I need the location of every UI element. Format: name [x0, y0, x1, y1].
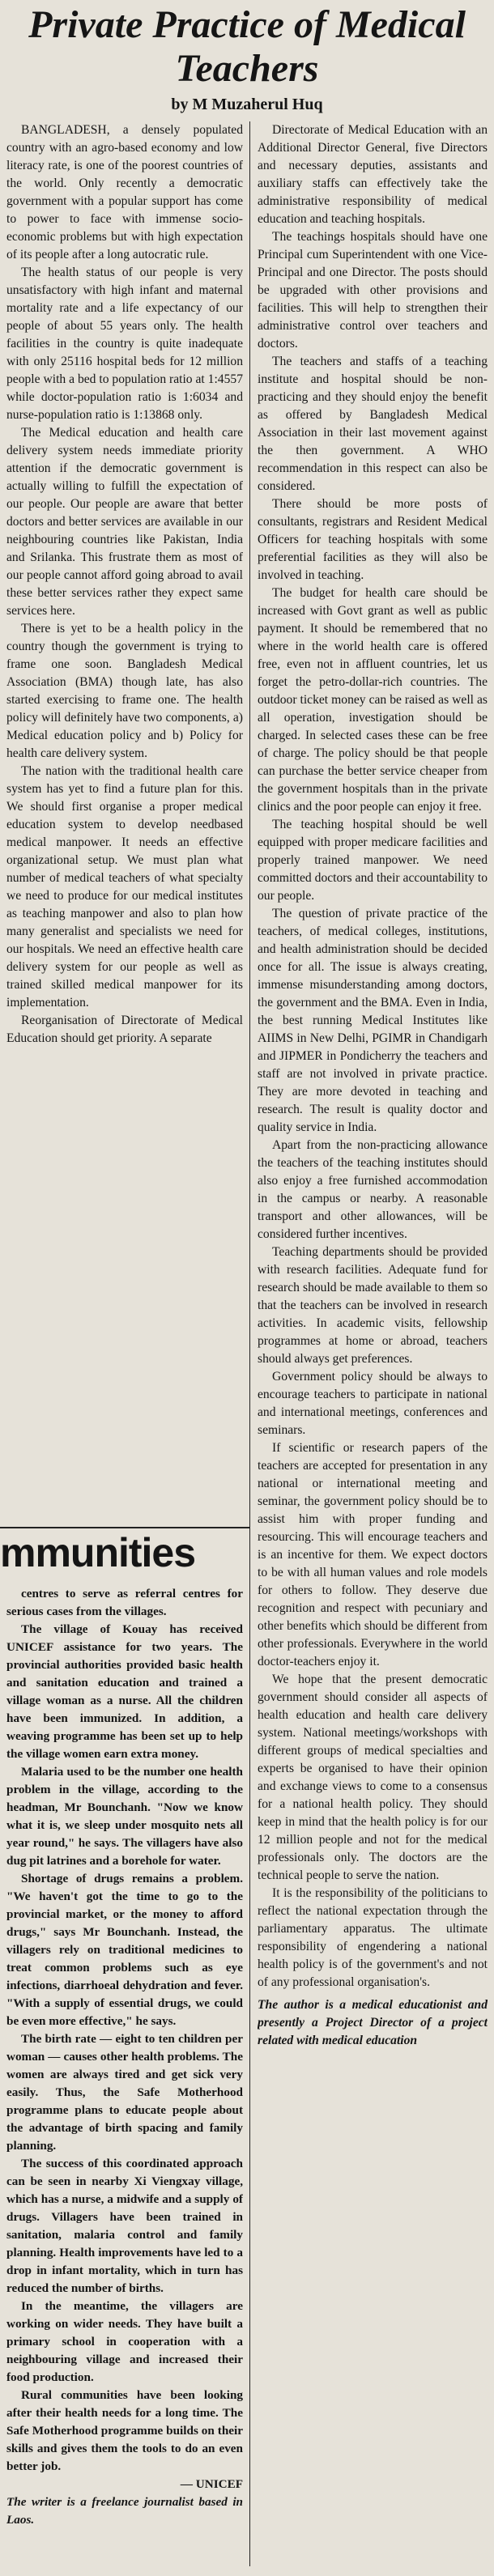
- article-paragraph: BANGLADESH, a densely populated country with an agro-based economy and low literacy rate, is one of the poorest countries of the world. Only recently a democratic government with a popular support has come to power to face with immense socio-economic problems but with high expectation of its people after a long autocratic rule.: [6, 123, 243, 261]
- article-title: Private Practice of Medical Teachers: [28, 3, 466, 90]
- article-paragraph: The teachings hospitals should have one Principal cum Superintendent with one Vice-Principal and one Director. The posts should be upgraded with other provisions and facilities. This will help to strengthen their administrative control over teachers and doctors.: [258, 230, 488, 351]
- article-paragraph: Government policy should be always to encourage teachers to participate in national and international meetings, conferences and seminars.: [258, 1370, 488, 1437]
- article-paragraph: The Medical education and health care delivery system needs immediate priority attention if the democratic government is actually willing to fulfill the expectation of our people. Our people are aware that better doctors and better services are available in our neighbouring countries like Pakistan, India and Srilanka. This frustrate them as most of our people cannot afford going abroad to avail these better services rather they expect same services here.: [6, 426, 243, 618]
- article-paragraph: There should be more posts of consultants, registrars and Resident Medical Officers for teaching hospitals with some preferential facilities as they will also be involved in teaching.: [258, 497, 488, 582]
- article-paragraph: The nation with the traditional health care system has yet to find a future plan for this. We should first organise a proper medical education system to develop needbased medical manpower. It needs an effective organizational setup. We must plan what number of medical teachers of what specialty we need to produce for our medical institutes as teaching manpower and also to plan how many generalist and specialists we need for our hospitals. We need an effective health care delivery system for our people as well as trained skilled medical manpower for its implementation.: [6, 764, 243, 1010]
- article-byline: by M Muzaherul Huq: [171, 96, 323, 113]
- sidebar-writer-note: The writer is a freelance journalist based in Laos.: [6, 2495, 243, 2527]
- article-paragraph: Apart from the non-practicing allowance the teachers of the teaching institutes should also enjoy a free furnished accommodation in the campus or nearby. A reasonable transport and other allowances, will be considered further incentives.: [258, 1138, 488, 1241]
- sidebar-signature: — UNICEF: [180, 2477, 243, 2491]
- article-paragraph: If scientific or research papers of the teachers are accepted for presentation in any national or international meeting and seminar, the government policy should be to assist him with proper funding and resourcing. This will encourage teachers and is an incentive for them. We expect doctors to be with all human values and role models for others to follow. They deserve due recognition and respect with pecuniary and other benefits which should be different from other professionals. Everywhere in the world doctor-teachers enjoy it.: [258, 1441, 488, 1668]
- sidebar-paragraph: Rural communities have been looking after their health needs for a long time. The Safe Motherhood programme builds on their skills and gives them the tools to do an even better job.: [6, 2388, 243, 2473]
- sidebar-paragraph: In the meantime, the villagers are working on wider needs. They have built a primary school in cooperation with a neighbouring village and increased their food production.: [6, 2299, 243, 2384]
- author-note: The author is a medical educationist and presently a Project Director of a project related with medical education: [258, 1998, 488, 2047]
- sidebar-paragraph: centres to serve as referral centres for serious cases from the villages.: [6, 1587, 243, 1618]
- article-paragraph: Teaching departments should be provided with research facilities. Adequate fund for research should be made available to them so that the teachers can be involved in research activities. In academic visits, fellowship programmes at home or abroad, teachers should always get preferences.: [258, 1245, 488, 1366]
- article-paragraph: Reorganisation of Directorate of Medical Education should get priority. A separate: [6, 1014, 243, 1045]
- sidebar-paragraph: The village of Kouay has received UNICEF assistance for two years. The provincial authorities provided basic health and sanitation education and trained a village woman as a nurse. All the children have been immunized. In addition, a weaving programme has been set up to help the village women earn extra money.: [6, 1622, 243, 1761]
- article-paragraph: We hope that the present democratic government should consider all aspects of health education and health care delivery system. National meetings/workshops with different groups of medical specialties and experts be organised to have their opinion and exchange views to come to a consensus for a national health policy. They should keep in mind that the health policy is for our 12 million people and not for the medical professionals only. The doctors are the technical people to serve the nation.: [258, 1673, 488, 1882]
- sidebar-paragraph: The birth rate — eight to ten children per woman — causes other health problems. The women are always tired and get sick very easily. Thus, the Safe Motherhood programme plans to educate people about the advantage of birth spacing and family planning.: [6, 2032, 243, 2153]
- sidebar-paragraph: Shortage of drugs remains a problem. "We haven't got the time to go to the provincial market, or the money to afford drugs," says Mr Bounchanh. Instead, the villagers rely on traditional medicines to treat common problems such as eye infections, diarrhoeal dehydration and fever. "With a supply of essential drugs, we could be even more effective," he says.: [6, 1872, 243, 2028]
- article-paragraph: The health status of our people is very unsatisfactory with high infant and maternal mortality rate and a life expectancy of our people of about 55 years only. The health facilities in the country is quite inadequate with only 25116 hospital beds for 12 million people with a bed to population ratio at 1:4557 while doctor-population ratio is 1:6034 and nurse-population ratio is 1:13868 only.: [6, 266, 243, 422]
- sidebar-column: [6, 1585, 243, 2566]
- article-paragraph: There is yet to be a health policy in the country though the government is trying to frame one soon. Bangladesh Medical Association (BMA) though late, has also started exercising to frame one. The health policy will definitely have two components, a) Medical education policy and b) Policy for health care delivery system.: [6, 622, 243, 760]
- article-paragraph: Directorate of Medical Education with an Additional Director General, five Directors and necessary deputies, assistants and auxiliary staffs can effectively take the administrative responsibility of medical education and teaching hospitals.: [258, 123, 488, 226]
- article-paragraph: The budget for health care should be increased with Govt grant as well as public payment. It should be remembered that no where in the world health care is offered free, even not in affluent countries, let us forget the petro-dollar-rich countries. The outdoor ticket money can be raised as well as all operation, investigation should be charged. In selected cases these can be free of charge. The policy should be that people can purchase the better service cheaper from the government hospitals than in the private clinics and the poor people can enjoy it free.: [258, 586, 488, 814]
- article-right-column: [258, 121, 488, 2566]
- sidebar-paragraph: Malaria used to be the number one health problem in the village, according to the headman, Mr Bounchanh. "Now we know what it is, we sleep under mosquito nets all year round," he says. The villagers have also dug pit latrines and a borehole for water.: [6, 1765, 243, 1868]
- sidebar-heading: mmunities: [0, 1530, 196, 1575]
- article-paragraph: The teachers and staffs of a teaching institute and hospital should be non-practicing and they should enjoy the benefit as offered by Bangladesh Medical Association in their last movement against the then government. A WHO recommendation in this respect can also be considered.: [258, 355, 488, 493]
- article-paragraph: The question of private practice of the teachers, of medical colleges, institutions, and health administration should be decided once for all. The issue is always creating, immense misunderstanding among doctors, the government and the BMA. Even in India, the best running Medical Institutes like AIIMS in New Delhi, PGIMR in Chandigarh and JIPMER in Pondicherry the teachers and staff are not involved in private practice. They are more devoted in teaching and research. The result is quality doctor and quality service in India.: [258, 907, 488, 1134]
- column-divider: [249, 121, 250, 2566]
- article-paragraph: It is the responsibility of the politicians to reflect the national expectation through the parliamentary apparatus. The ultimate responsibility of engendering a national health policy is of the government's and not of any professional organisation's.: [258, 1886, 488, 1989]
- sidebar-paragraph: The success of this coordinated approach can be seen in nearby Xi Viengxay village, which has a nurse, a midwife and a supply of drugs. Villagers have been trained in sanitation, malaria control and family planning. Health improvements have led to a drop in infant mortality, which in turn has reduced the number of births.: [6, 2157, 243, 2295]
- article-left-column: [6, 121, 243, 1530]
- article-paragraph: The teaching hospital should be well equipped with proper medicare facilities and properly trained manpower. We need committed doctors and their accountability to our people.: [258, 818, 488, 903]
